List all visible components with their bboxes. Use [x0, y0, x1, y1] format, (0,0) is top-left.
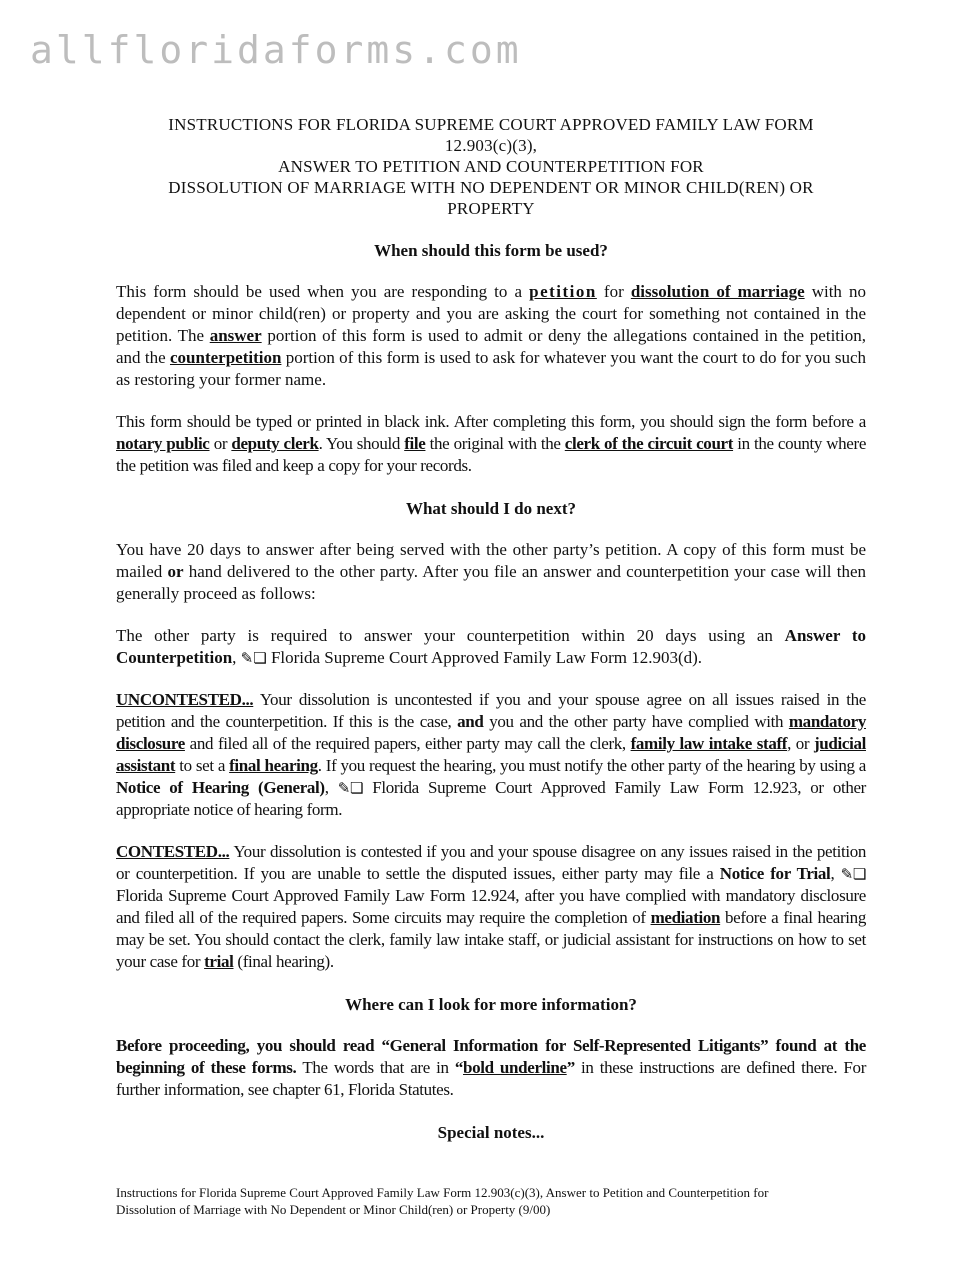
- paragraph-when-used-1: This form should be used when you are responding to a petition for dissolution of marriage with no dependent or minor child(ren) or property and you are asking the court for something not contained in the petition. The answer portion of this form is used to admit or deny the allegations contained in the petition, and the counterpetition portion of this form is used to ask for whatever you want the court to do for you such as restoring your former name.: [116, 282, 867, 389]
- defined-term: counterpetition: [169, 348, 282, 367]
- defined-term: clerk of the circuit court: [564, 434, 734, 453]
- defined-term: mandatory disclosure: [116, 712, 866, 753]
- paragraph-what-next-1: You have 20 days to answer after being served with the other party’s petition. A copy of this form must be mailed or hand delivered to the other party. After you file an answer and counterpetition your case will then generally proceed as follows:: [116, 540, 866, 603]
- heading-what-next: What should I do next?: [405, 499, 577, 518]
- defined-term: trial: [204, 952, 234, 971]
- defined-term: notary public: [116, 434, 210, 453]
- defined-term: mediation: [650, 908, 721, 927]
- site-watermark: allfloridaforms.com: [30, 28, 522, 72]
- pen-checkbox-icon: ✎❏: [337, 779, 364, 797]
- defined-term: petition: [529, 282, 597, 301]
- paragraph-more-info: Before proceeding, you should read “General Information for Self-Represented Litigants” found at the beginning of these forms. The words that are in “bold underline” in these instructions are defined there. For further information, see chapter 61, Florida Statutes.: [116, 1036, 866, 1099]
- footer-line: Dissolution of Marriage with No Dependent or Minor Child(ren) or Property (9/00): [116, 1202, 551, 1217]
- instructions-page: [116, 114, 866, 1143]
- title-line: DISSOLUTION OF MARRIAGE WITH NO DEPENDENT OR MINOR CHILD(REN) OR: [168, 178, 814, 197]
- contested-label: CONTESTED...: [116, 842, 230, 861]
- pen-checkbox-icon: ✎❏: [240, 649, 267, 667]
- defined-term: bold underline: [463, 1058, 567, 1077]
- title-line: PROPERTY: [447, 199, 535, 218]
- defined-term: file: [404, 434, 426, 453]
- title-line: 12.903(c)(3),: [444, 136, 538, 155]
- defined-term: dissolution of marriage: [630, 282, 805, 301]
- defined-term: judicial assistant: [116, 734, 866, 775]
- pen-checkbox-icon: ✎❏: [840, 865, 866, 883]
- page-footer: [116, 1184, 856, 1218]
- footer-line: Instructions for Florida Supreme Court Approved Family Law Form 12.903(c)(3), Answer to Petition and Counterpetition for: [116, 1185, 769, 1200]
- heading-more-info: Where can I look for more information?: [345, 995, 637, 1014]
- title-line: ANSWER TO PETITION AND COUNTERPETITION FOR: [278, 157, 704, 176]
- heading-special-notes: Special notes...: [437, 1123, 545, 1142]
- defined-term: family law intake staff: [630, 734, 788, 753]
- paragraph-contested: CONTESTED... Your dissolution is contested if you and your spouse disagree on any issues raised in the petition or counterpetition. If you are unable to settle the disputed issues, either party may file a Notice for Trial, ✎❏ Florida Supreme Court Approved Family Law Form 12.924, after you have complied with mandatory disclosure and filed all of the required papers. Some circuits may require the completion of mediation before a final hearing may be set. You should contact the clerk, family law intake staff, or judicial assistant for instructions on how to set your case for trial (final hearing).: [116, 842, 866, 971]
- paragraph-when-used-2: This form should be typed or printed in black ink. After completing this form, you should sign the form before a notary public or deputy clerk. You should file the original with the clerk of the circuit court in the county where the petition was filed and keep a copy for your records.: [116, 412, 867, 475]
- defined-term: deputy clerk: [231, 434, 319, 453]
- heading-when-used: When should this form be used?: [374, 241, 608, 260]
- title-line: INSTRUCTIONS FOR FLORIDA SUPREME COURT APPROVED FAMILY LAW FORM: [168, 115, 814, 134]
- paragraph-uncontested: UNCONTESTED... Your dissolution is uncontested if you and your spouse agree on all issues raised in the petition and the counterpetition. If this is the case, and you and the other party have complied with mandatory disclosure and filed all of the required papers, either party may call the clerk, family law intake staff, or judicial assistant to set a final hearing. If you request the hearing, you must notify the other party of the hearing by using a Notice of Hearing (General), ✎❏ Florida Supreme Court Approved Family Law Form 12.923, or other appropriate notice of hearing form.: [116, 690, 866, 819]
- paragraph-what-next-2: The other party is required to answer your counterpetition within 20 days using an Answer to Counterpetition, ✎❏ Florida Supreme Court Approved Family Law Form 12.903(d).: [116, 626, 866, 667]
- document-title: [116, 114, 866, 219]
- defined-term: final hearing: [229, 756, 318, 775]
- defined-term: answer: [209, 326, 262, 345]
- uncontested-label: UNCONTESTED...: [116, 690, 254, 709]
